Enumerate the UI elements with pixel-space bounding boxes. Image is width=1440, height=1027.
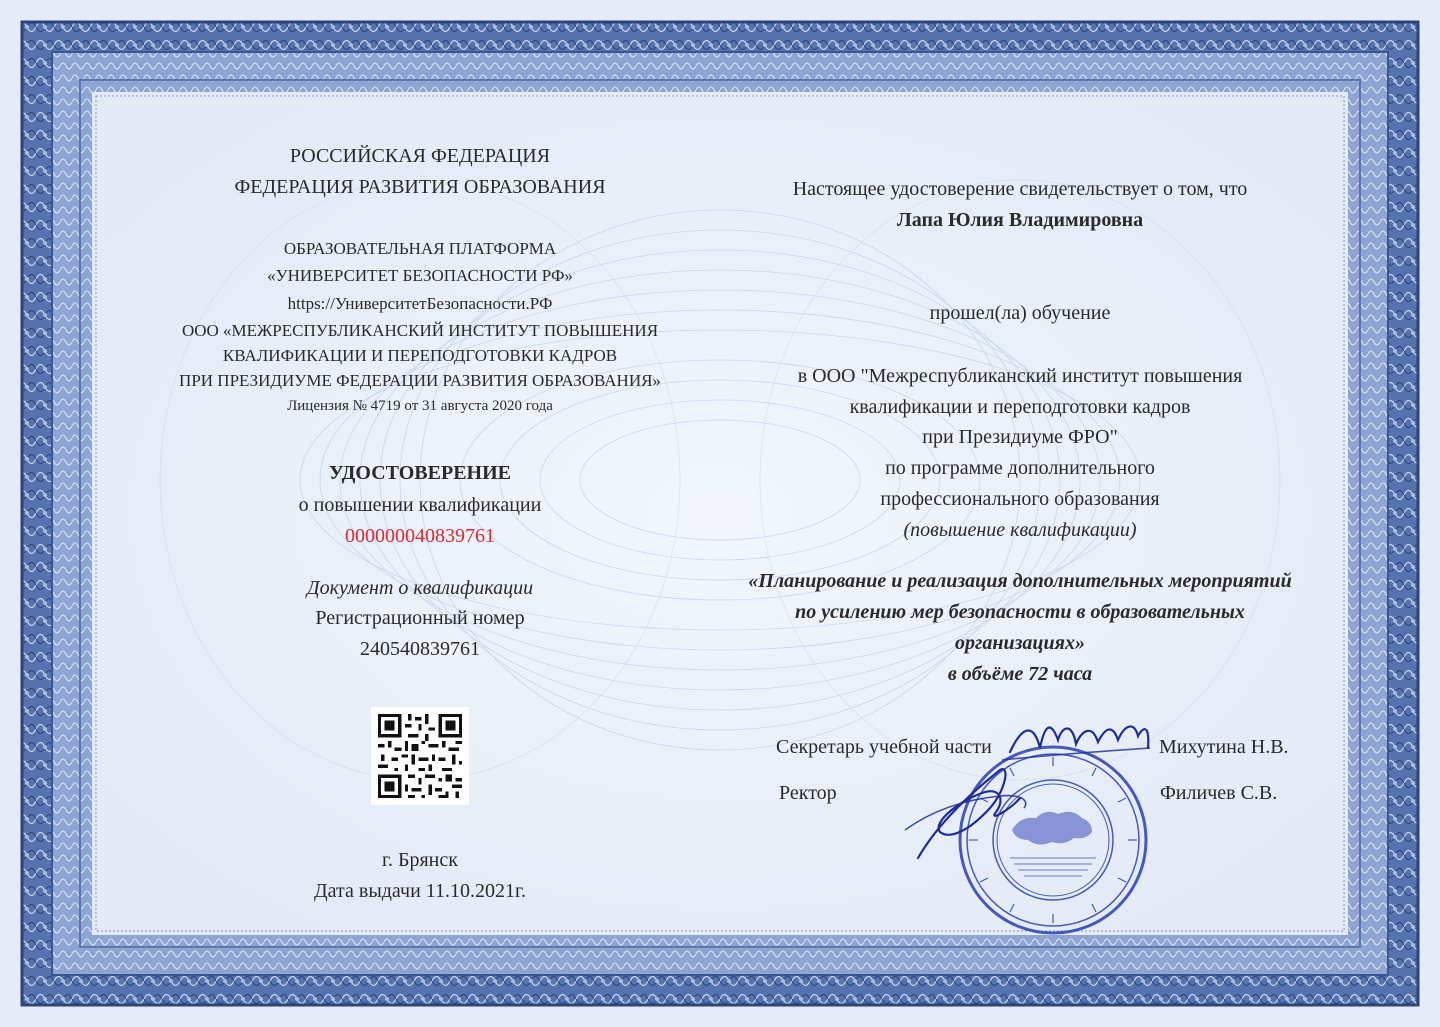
qr-code bbox=[371, 707, 469, 805]
course-title-line-3: организациях» bbox=[955, 632, 1085, 654]
institute-line-1: в ООО "Межреспубликанский институт повышения bbox=[797, 365, 1243, 387]
right-column bbox=[700, 0, 1340, 1027]
course-hours: в объёме 72 часа bbox=[947, 663, 1093, 685]
completed-text: прошел(ла) обучение bbox=[929, 302, 1111, 324]
left-column bbox=[140, 0, 700, 1027]
org-line-3: ПРИ ПРЕЗИДИУМЕ ФЕДЕРАЦИИ РАЗВИТИЯ ОБРАЗОВАНИЯ» bbox=[179, 371, 661, 390]
qualification-doc-label: Документ о квалификации bbox=[306, 577, 534, 599]
institute-line-3: при Президиуме ФРО" bbox=[922, 426, 1118, 448]
platform-name: «УНИВЕРСИТЕТ БЕЗОПАСНОСТИ РФ» bbox=[267, 266, 573, 285]
document-title: УДОСТОВЕРЕНИЕ bbox=[329, 462, 511, 484]
header-federation: ФЕДЕРАЦИЯ РАЗВИТИЯ ОБРАЗОВАНИЯ bbox=[234, 176, 606, 198]
license-text: Лицензия № 4719 от 31 августа 2020 года bbox=[287, 398, 553, 414]
program-type: (повышение квалификации) bbox=[903, 519, 1137, 541]
registration-label: Регистрационный номер bbox=[315, 607, 525, 629]
header-country: РОССИЙСКАЯ ФЕДЕРАЦИЯ bbox=[289, 145, 551, 167]
org-line-1: ООО «МЕЖРЕСПУБЛИКАНСКИЙ ИНСТИТУТ ПОВЫШЕНИЯ bbox=[181, 321, 659, 340]
registration-number: 240540839761 bbox=[360, 638, 480, 660]
platform-url: https://УниверситетБезопасности.РФ bbox=[287, 294, 553, 313]
rector-name: Филичев С.В. bbox=[1160, 782, 1278, 804]
document-serial: 000000040839761 bbox=[345, 525, 495, 547]
program-line-1: по программе дополнительного bbox=[885, 457, 1155, 479]
course-title-line-1: «Планирование и реализация дополнительных мероприятий bbox=[748, 570, 1292, 592]
rector-label: Ректор bbox=[779, 782, 837, 804]
org-line-2: КВАЛИФИКАЦИИ И ПЕРЕПОДГОТОВКИ КАДРОВ bbox=[222, 346, 618, 365]
platform-title: ОБРАЗОВАТЕЛЬНАЯ ПЛАТФОРМА bbox=[283, 239, 557, 258]
secretary-label: Секретарь учебной части bbox=[776, 736, 992, 758]
issue-date: Дата выдачи 11.10.2021г. bbox=[314, 880, 526, 902]
secretary-name: Михутина Н.В. bbox=[1159, 736, 1289, 758]
person-name: Лапа Юлия Владимировна bbox=[896, 209, 1144, 231]
intro-text: Настоящее удостоверение свидетельствует о том, что bbox=[792, 178, 1248, 200]
issue-city: г. Брянск bbox=[382, 849, 458, 871]
course-title-line-2: по усилению мер безопасности в образовательных bbox=[795, 601, 1245, 623]
program-line-2: профессионального образования bbox=[880, 488, 1160, 510]
document-subtitle: о повышении квалификации bbox=[298, 494, 542, 516]
institute-line-2: квалификации и переподготовки кадров bbox=[849, 396, 1191, 418]
